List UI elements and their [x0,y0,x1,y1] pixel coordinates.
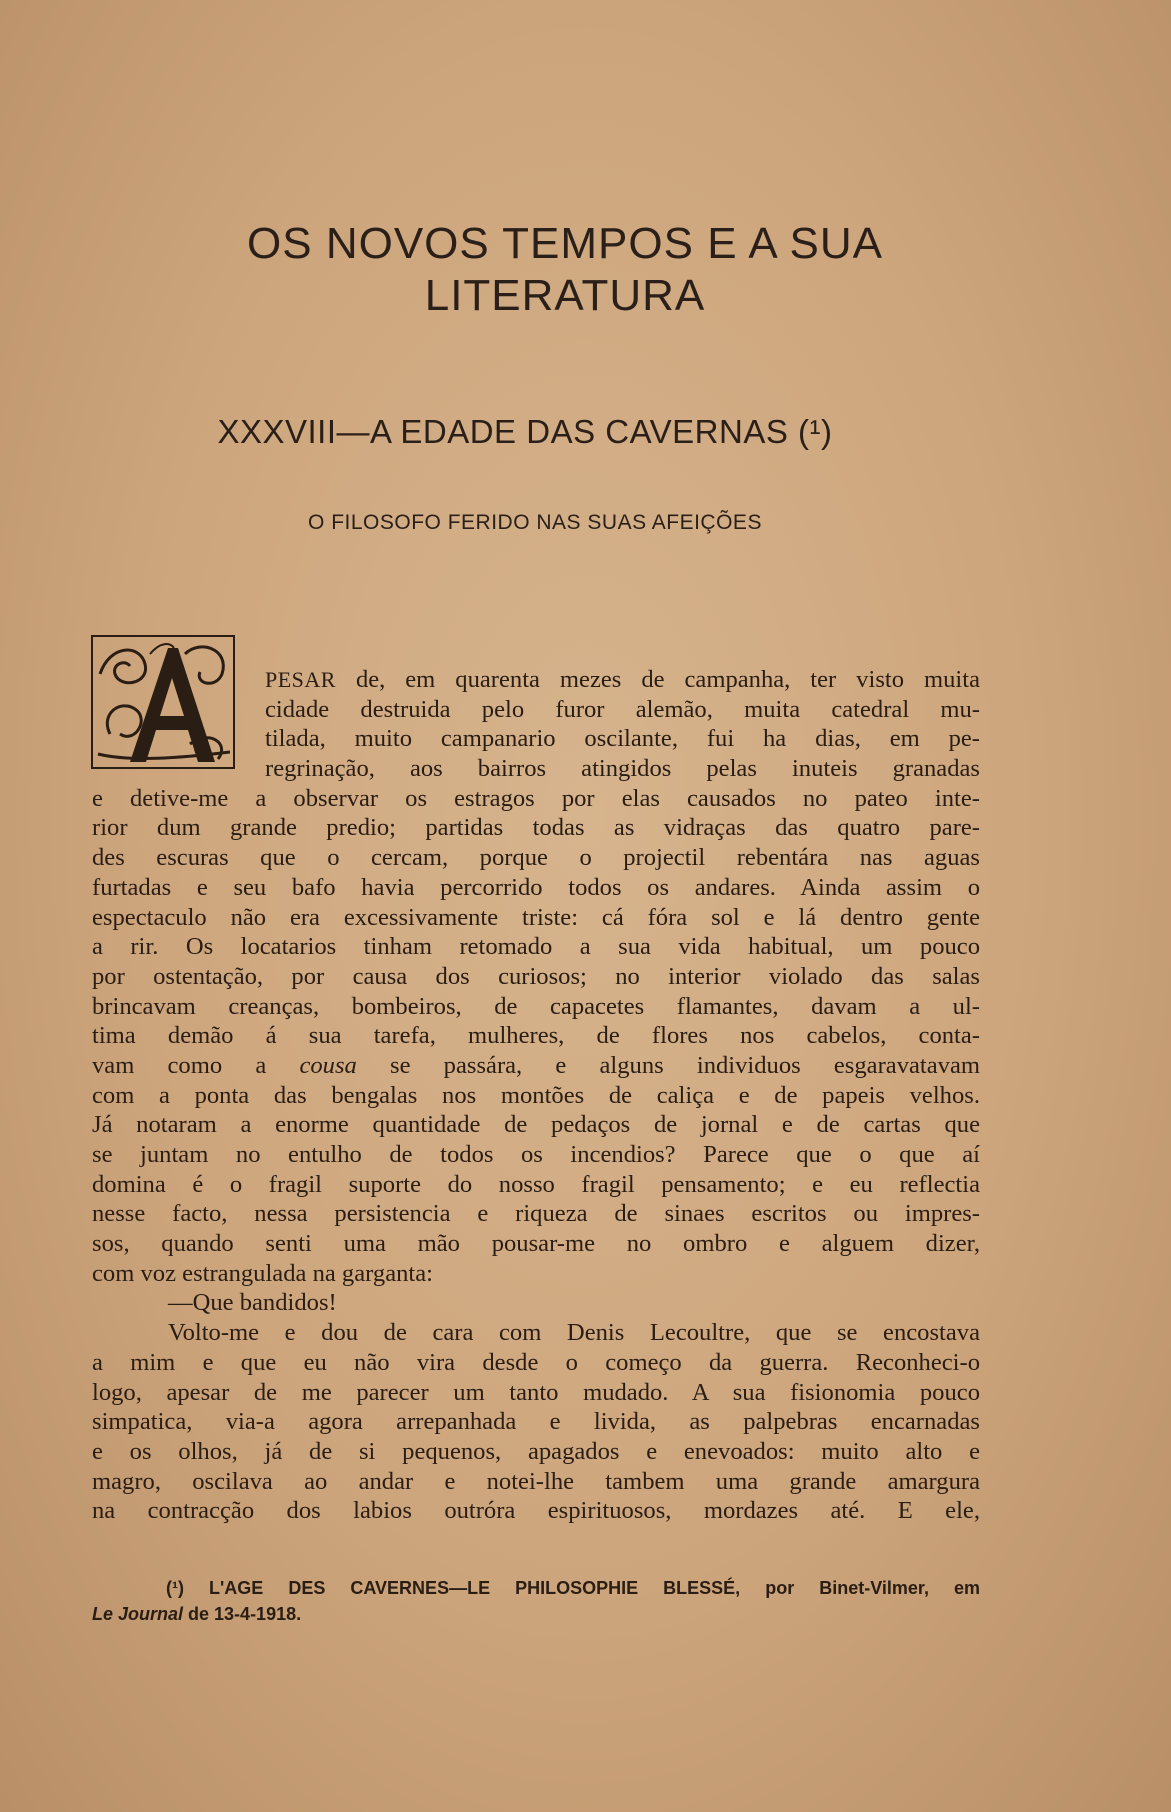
chapter-text: XXXVIII—A EDADE DAS CAVERNAS [217,413,789,450]
first-word-rest: PESAR [265,667,336,692]
body-text [92,665,980,1526]
chapter-heading [150,413,900,451]
italic-word: cousa [299,1051,357,1079]
body-line: na contracção dos labios outróra espirituosos, mordazes até. E ele, [92,1497,980,1525]
body-line: regrinação, aos bairros atingidos pelas inuteis granadas [265,755,980,783]
footnote-line-2: Le Journal de 13-4-1918. [92,1604,302,1624]
body-line: e detive-me a observar os estragos por elas causados no pateo inte- [92,784,980,812]
body-line: a rir. Os locatarios tinham retomado a sua vida habitual, um pouco [92,933,980,961]
footnote-marker: (¹) [166,1578,184,1598]
body-line: rior dum grande predio; partidas todas as vidraças das quatro pare- [92,814,980,842]
body-line: vam como a cousa se passára, e alguns individuos esgaravatavam [92,1051,981,1079]
journal-name: Le Journal [92,1604,184,1624]
title-line-2: LITERATURA [424,271,706,320]
body-line: com a ponta das bengalas nos montões de caliça e de papeis velhos. [92,1081,980,1109]
body-line: domina é o fragil suporte do nosso fragil pensamento; e eu reflectia [92,1170,980,1198]
body-line: magro, oscilava ao andar e notei-lhe tambem uma grande amargura [92,1467,980,1495]
body-line: sos, quando senti uma mão pousar-me no ombro e alguem dizer, [92,1230,980,1258]
body-line: brincavam creanças, bombeiros, de capacetes flamantes, davam a ul- [92,992,980,1020]
body-line: logo, apesar de me parecer um tanto mudado. A sua fisionomia pouco [92,1378,980,1406]
title-line-1: OS NOVOS TEMPOS E A SUA [247,219,883,268]
body-line: PESAR de, em quarenta mezes de campanha, ter visto muita [265,666,980,693]
footnote-line-1: (¹) L'AGE DES CAVERNES—LE PHILOSOPHIE BLESSÉ, por Binet-Vilmer, em [166,1578,980,1598]
body-line: se juntam no entulho de todos os incendios? Parece que o que aí [92,1141,980,1168]
body-line: furtadas e seu bafo havia percorrido todos os andares. Ainda assim o [92,873,980,901]
dialogue-line: —Que bandidos! [168,1289,337,1317]
dropcap-letter: A [90,634,91,635]
body-line: nesse facto, nessa persistencia e riqueza de sinaes escritos ou impres- [92,1200,980,1228]
body-line: Já notaram a enorme quantidade de pedaços de jornal e de cartas que [92,1111,980,1139]
body-line: e os olhos, já de si pequenos, apagados e enevoados: muito alto e [92,1437,980,1465]
body-line: espectaculo não era excessivamente triste: cá fóra sol e lá dentro gente [92,903,980,931]
body-line: simpatica, via-a agora arrepanhada e livida, as palpebras encarnadas [92,1408,980,1436]
body-line: Volto-me e dou de cara com Denis Lecoultre, que se encostava [168,1319,980,1347]
section-subtitle: O FILOSOFO FERIDO NAS SUAS AFEIÇÕES [308,511,762,534]
body-line: tilada, muito campanario oscilante, fui ha dias, em pe- [265,725,980,753]
body-line: cidade destruida pelo furor alemão, muita catedral mu- [265,695,980,723]
body-line: com voz estrangulada na garganta: [92,1259,433,1287]
body-line: por ostentação, por causa dos curiosos; no interior violado das salas [92,962,980,990]
chapter-note-marker: (¹) [798,413,833,450]
footnote [92,1575,980,1627]
page-title [150,218,980,322]
body-line: a mim e que eu não vira desde o começo da guerra. Reconheci-o [92,1348,980,1376]
body-line: des escuras que o cercam, porque o projectil rebentára nas aguas [92,844,980,872]
body-line: tima demão á sua tarefa, mulheres, de flores nos cabelos, conta- [92,1022,980,1050]
